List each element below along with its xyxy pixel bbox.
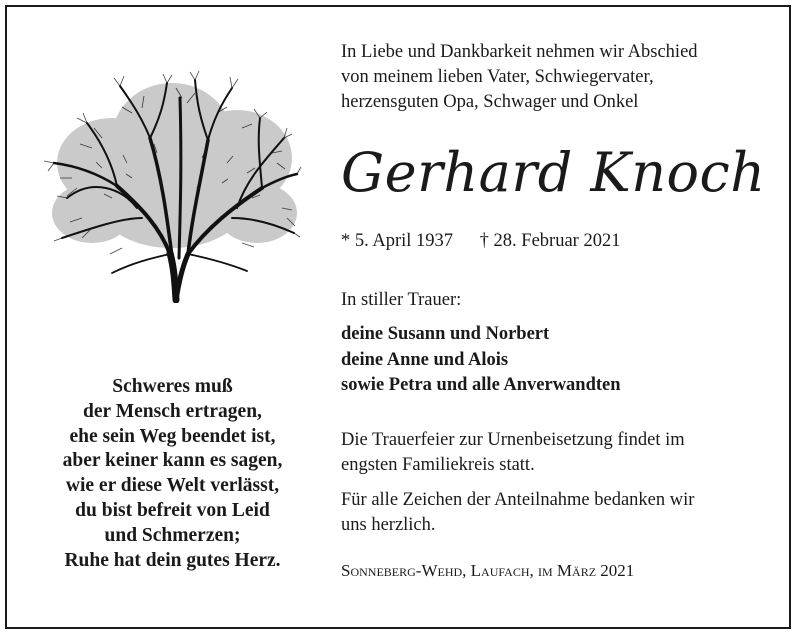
poem-line: aber keiner kann es sagen, bbox=[62, 450, 283, 472]
birth-date: * 5. April 1937 bbox=[341, 231, 454, 251]
family-member: deine Anne und Alois bbox=[341, 349, 509, 370]
memorial-poem bbox=[20, 375, 325, 573]
intro-text bbox=[341, 40, 781, 115]
intro-line: von meinem lieben Vater, Schwiegervater, bbox=[341, 67, 654, 87]
death-date: † 28. Februar 2021 bbox=[479, 231, 621, 251]
thanks-line: uns herzlich. bbox=[341, 515, 436, 535]
funeral-notice bbox=[341, 428, 685, 478]
family-member: sowie Petra und alle Anverwandten bbox=[341, 375, 621, 395]
poem-line: der Mensch ertragen, bbox=[83, 400, 262, 422]
intro-line: In Liebe und Dankbarkeit nehmen wir Abschied bbox=[341, 42, 698, 62]
funeral-line: engsten Familiekreis statt. bbox=[341, 455, 535, 475]
thanks-notice bbox=[341, 488, 694, 538]
poem-line: und Schmerzen; bbox=[104, 524, 241, 546]
deceased-name: Gerhard Knoch bbox=[341, 141, 766, 204]
life-dates bbox=[341, 231, 642, 252]
bare-tree-icon bbox=[32, 68, 302, 303]
family-member: deine Susann und Norbert bbox=[341, 324, 550, 344]
place-and-date: Sonneberg-Wehd, Laufach, im März 2021 bbox=[341, 561, 635, 580]
poem-line: du bist befreit von Leid bbox=[75, 499, 270, 521]
family-list bbox=[341, 322, 621, 399]
funeral-line: Die Trauerfeier zur Urnenbeisetzung findet im bbox=[341, 430, 685, 450]
poem-line: Ruhe hat dein gutes Herz. bbox=[64, 549, 281, 571]
poem-line: Schweres muß bbox=[112, 376, 233, 397]
thanks-line: Für alle Zeichen der Anteilnahme bedanken wir bbox=[341, 490, 695, 510]
mourning-heading: In stiller Trauer: bbox=[341, 290, 462, 310]
poem-line: ehe sein Weg beendet ist, bbox=[69, 425, 276, 447]
poem-line: wie er diese Welt verlässt, bbox=[65, 475, 280, 497]
intro-line: herzensguten Opa, Schwager und Onkel bbox=[341, 92, 639, 112]
